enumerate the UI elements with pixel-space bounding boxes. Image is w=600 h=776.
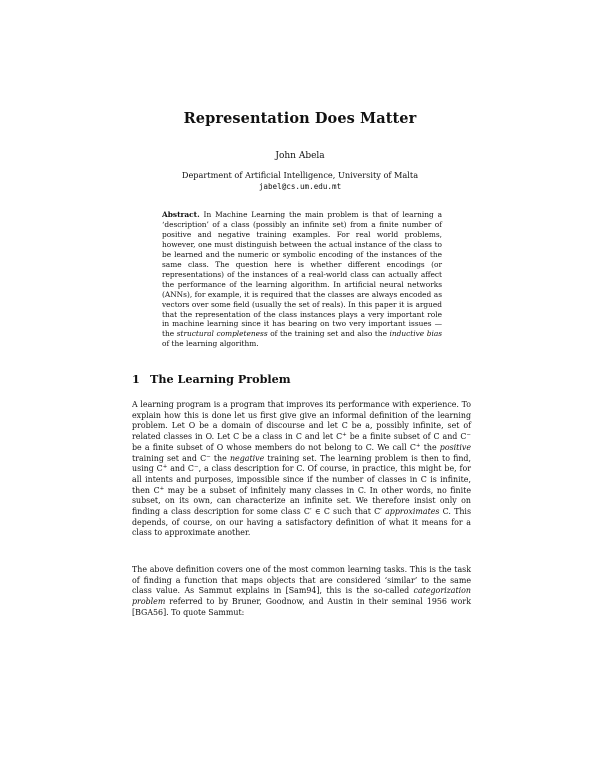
section-heading <box>132 372 291 386</box>
body-text: be a finite subset of O whose members do not belong to C. We call C <box>132 442 416 452</box>
author-affiliation-block <box>0 170 600 192</box>
body-text: training set and C <box>132 453 207 463</box>
body-text: be a finite subset of C and C <box>346 432 467 442</box>
body-paragraph <box>132 565 471 619</box>
superscript: + <box>415 442 421 449</box>
body-text: the <box>210 453 230 463</box>
superscript: + <box>162 464 168 471</box>
abstract-text: of the learning algorithm. <box>162 339 259 349</box>
paper-title: Representation Does Matter <box>183 110 417 127</box>
superscript: − <box>193 464 199 471</box>
abstract-emphasis: inductive bias <box>389 329 443 339</box>
body-paragraph <box>132 400 471 539</box>
body-text: , a class description for C. Of course, in practice, this might be, for all intents and purposes, impossible since if the number of classes in C is infinite, then C <box>132 464 471 495</box>
abstract-emphasis: structural completeness <box>176 329 268 339</box>
superscript: − <box>466 432 471 439</box>
body-text: training set. The learning problem is then to find, using C <box>132 453 471 474</box>
superscript: + <box>159 485 165 492</box>
body-text: The above definition covers one of the most common learning tasks. This is the task of finding a function that maps objects that are considered ‘similar’ to the same class value. As Sammut explains in [Sam94], this is the so-called <box>132 565 471 596</box>
body-emphasis: approximates <box>385 507 440 517</box>
author-email: jabel@cs.um.edu.mt <box>258 182 342 191</box>
abstract-text: In Machine Learning the main problem is that of learning a ‘description’ of a class (possibly an infinite set) from a finite number of positive and negative training examples. For real world problems, however, one must distinguish between the actual instance of the class to be learned and the numeric or symbolic encoding of the instances of the same class. The question here is whether different encodings (or representations) of the instances of a real-world class can actually affect the performance of the learning algorithm. In artificial neural networks (ANNs), for example, it is required that the classes are always encoded as vectors over some field (usually the set of reals). In this paper it is argued that the representation of the class instances plays a very important role in machine learning since it has bearing on two very important issues — the <box>162 210 442 339</box>
section-number: 1 <box>132 372 140 386</box>
affiliation: Department of Artificial Intelligence, University of Malta <box>181 170 419 180</box>
body-text: the <box>420 442 440 452</box>
abstract <box>162 210 442 349</box>
superscript: + <box>342 432 347 439</box>
author-name: John Abela <box>275 151 325 161</box>
abstract-label: Abstract. <box>162 210 200 219</box>
body-text: referred to by Bruner, Goodnow, and Austin in their seminal 1956 work [BGA56]. To quote Sammut: <box>132 597 471 617</box>
section-title: The Learning Problem <box>150 372 291 386</box>
body-text: C. This depends, of course, on our having a satisfactory definition of what it means for a class to approximate another. <box>132 507 471 538</box>
body-emphasis: positive <box>439 442 471 452</box>
body-emphasis: negative <box>229 453 265 463</box>
body-text: A learning program is a program that improves its performance with experience. To explain how this is done let us first give give an informal definition of the learning problem. Let O be a domain of discourse and let C be a, possibly infinite, set of related classes in O. Let C be a class in C and let C <box>132 400 471 442</box>
body-emphasis: categorization problem <box>132 586 471 607</box>
body-text: and C <box>167 464 194 474</box>
body-text: may be a subset of infinitely many classes in C. In other words, no finite subset, on its own, can characterize an infinite set. We therefore insist only on finding a class description for some class C′ ∈ C such that C′ <box>132 485 471 517</box>
abstract-text: of the training set and also the <box>267 329 390 339</box>
superscript: − <box>206 453 211 460</box>
